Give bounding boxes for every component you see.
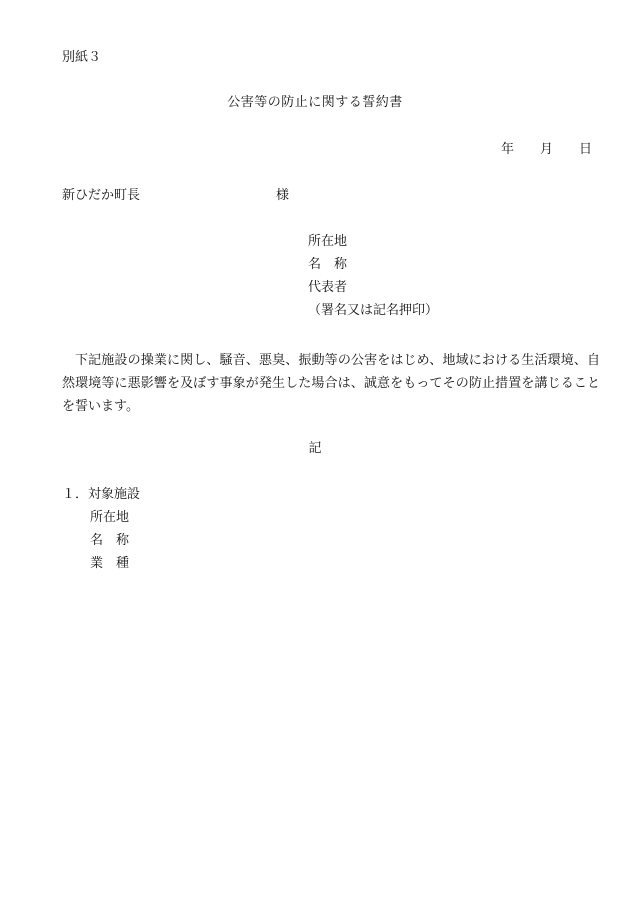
date-line bbox=[501, 142, 592, 158]
pledge-paragraph: 下記施設の操業に関し、騒音、悪臭、振動等の公害をはじめ、地域における生活環境、自然環境等に悪影響を及ぼす事象が発生した場合は、誠意をもってその防止措置を講じることを誓います。 bbox=[62, 353, 600, 414]
document-title: 公害等の防止に関する誓約書 bbox=[227, 95, 403, 110]
item-location-label: 所在地 bbox=[90, 510, 130, 525]
item-name-label: 名 称 bbox=[90, 533, 130, 548]
signatory-seal-note: （署名又は記名押印） bbox=[308, 303, 439, 318]
item-heading bbox=[62, 487, 140, 503]
addressee-name: 新ひだか町長 bbox=[62, 188, 141, 203]
item-number: １． bbox=[62, 487, 89, 502]
attachment-label: 別紙３ bbox=[62, 50, 102, 65]
item-fields bbox=[90, 510, 129, 579]
signatory-name-label: 名 称 bbox=[308, 257, 348, 272]
ki-heading: 記 bbox=[308, 441, 322, 456]
item-heading-label: 対象施設 bbox=[88, 487, 141, 502]
signatory-representative-label: 代表者 bbox=[308, 280, 348, 295]
date-month-label: 月 bbox=[539, 142, 553, 157]
signatory-location-label: 所在地 bbox=[308, 234, 348, 249]
addressee-honorific: 様 bbox=[276, 188, 290, 203]
date-day-label: 日 bbox=[578, 142, 592, 157]
date-year-label: 年 bbox=[500, 142, 514, 157]
item-industry-label: 業 種 bbox=[90, 556, 130, 571]
signatory-block bbox=[308, 234, 438, 326]
